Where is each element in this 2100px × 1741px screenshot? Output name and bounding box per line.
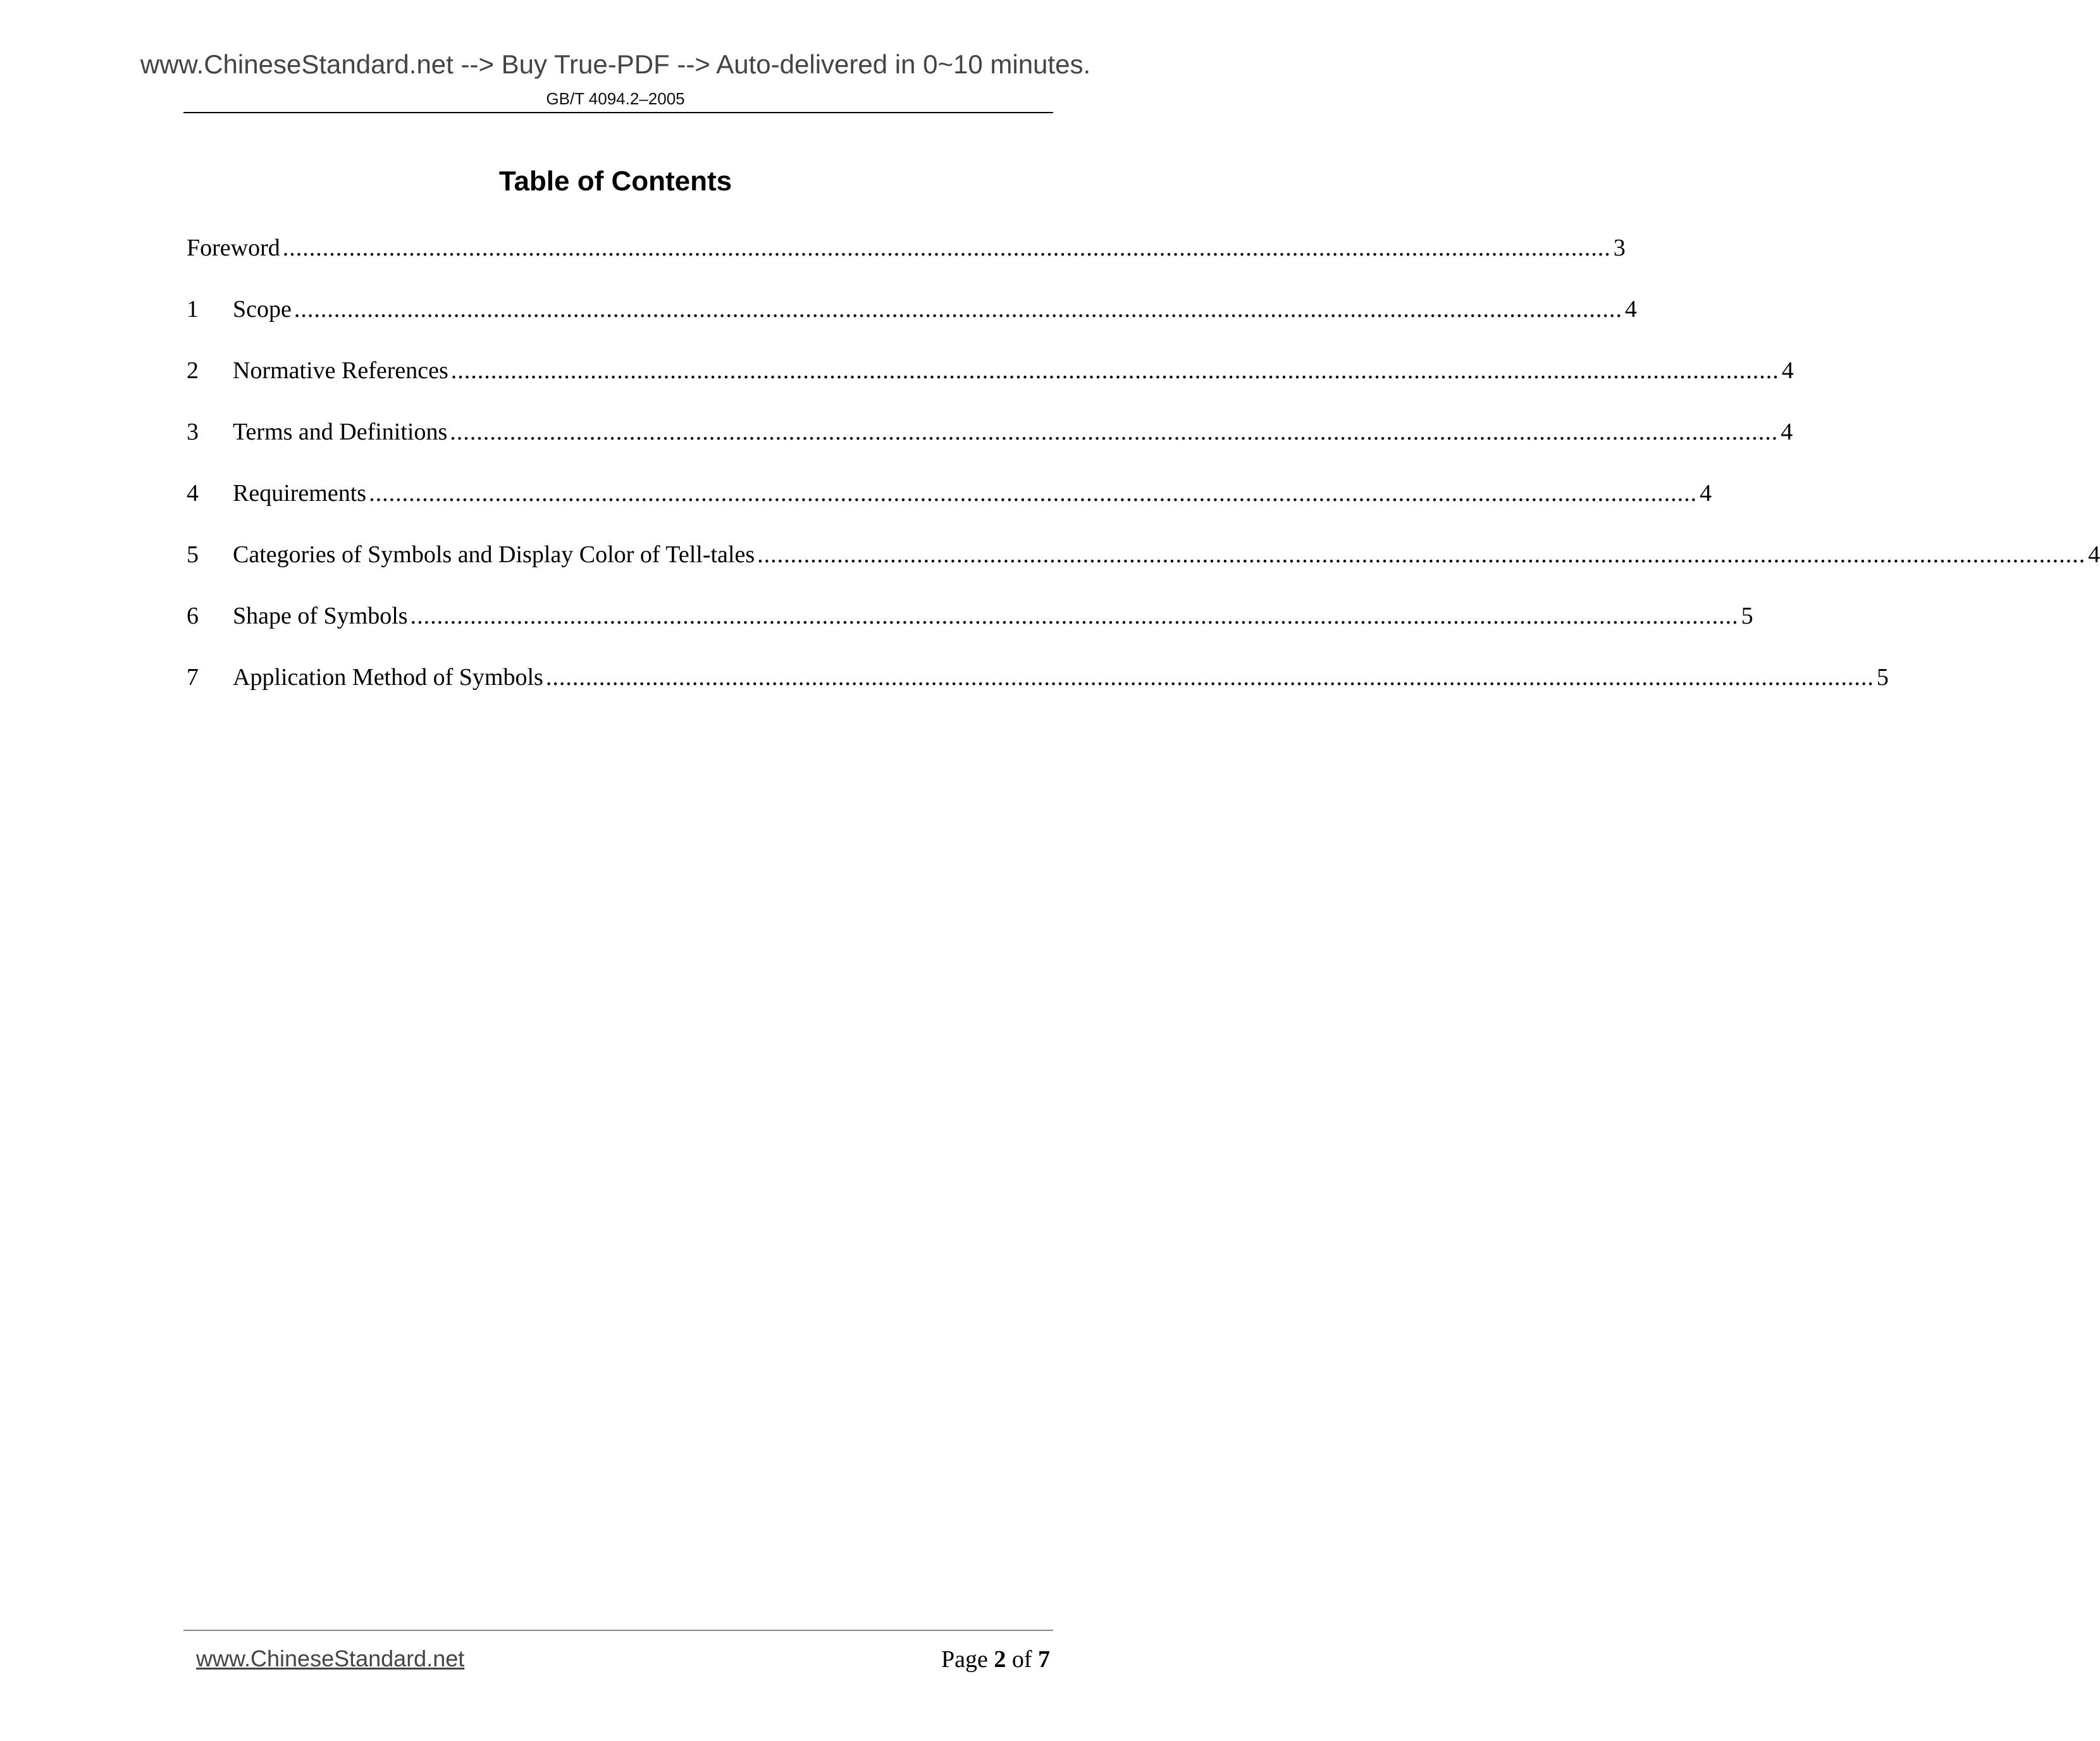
toc-leader-dots: ........................................................................................................................................................................................................ [282, 235, 1611, 261]
toc-entry-scope[interactable] [187, 295, 1637, 357]
toc-entry-text: Normative References [233, 357, 448, 384]
toc-list [187, 234, 2100, 725]
page-of: of [1011, 1646, 1032, 1673]
page-prefix: Page [941, 1646, 988, 1673]
toc-entry-number: 3 [187, 419, 199, 445]
page-total: 7 [1038, 1646, 1050, 1673]
toc-entry-shape-of-symbols[interactable] [187, 602, 1753, 663]
toc-entry-number: 4 [187, 480, 199, 507]
toc-entry-page: 3 [1613, 235, 1626, 261]
toc-entry-page: 4 [1624, 296, 1637, 323]
toc-entry-text: Shape of Symbols [233, 603, 408, 629]
toc-entry-terms-and-definitions[interactable] [187, 418, 1793, 479]
toc-entry-text: Terms and Definitions [233, 419, 448, 445]
toc-leader-dots: ........................................................................................................................................................................................................ [410, 603, 1739, 629]
toc-entry-text: Scope [233, 296, 292, 323]
toc-entry-text: Categories of Symbols and Display Color of Tell-tales [233, 541, 755, 568]
toc-leader-dots: ........................................................................................................................................................................................................ [293, 296, 1622, 323]
toc-leader-dots: ........................................................................................................................................................................................................ [450, 419, 1779, 445]
toc-leader-dots: ........................................................................................................................................................................................................ [369, 480, 1698, 507]
toc-entry-page: 4 [1700, 480, 1712, 507]
toc-entry-page: 4 [1781, 357, 1794, 384]
toc-entry-page: 4 [1781, 419, 1793, 445]
toc-entry-application-method[interactable] [187, 663, 1889, 725]
standard-code: GB/T 4094.2–2005 [546, 89, 685, 108]
toc-entry-foreword[interactable] [187, 234, 1626, 295]
toc-leader-dots: ........................................................................................................................................................................................................ [450, 357, 1779, 384]
toc-entry-page: 4 [2088, 541, 2100, 568]
toc-entry-requirements[interactable] [187, 479, 1712, 541]
toc-title: Table of Contents [498, 166, 732, 197]
toc-entry-normative-references[interactable] [187, 357, 1794, 418]
toc-entry-number: 5 [187, 541, 199, 568]
toc-leader-dots: ........................................................................................................................................................................................................ [757, 541, 2086, 568]
toc-entry-number: 7 [187, 664, 199, 691]
toc-entry-categories-of-symbols[interactable] [187, 541, 2100, 602]
footer-website-link[interactable]: www.ChineseStandard.net [196, 1646, 465, 1671]
toc-entry-text: Foreword [187, 235, 280, 261]
toc-entry-number: 2 [187, 357, 199, 384]
toc-entry-text: Application Method of Symbols [233, 664, 543, 691]
header-divider [183, 112, 1053, 113]
toc-leader-dots: ........................................................................................................................................................................................................ [545, 664, 1874, 691]
toc-entry-text: Requirements [233, 480, 367, 507]
toc-entry-number: 6 [187, 603, 199, 629]
header-banner: www.ChineseStandard.net --> Buy True-PDF --> Auto-delivered in 0~10 minutes. [140, 49, 1091, 79]
footer-page-number [941, 1646, 1050, 1673]
toc-entry-page: 5 [1741, 603, 1753, 629]
toc-entry-page: 5 [1876, 664, 1889, 691]
toc-entry-number: 1 [187, 296, 199, 323]
footer-divider [183, 1630, 1053, 1631]
page-current: 2 [994, 1646, 1006, 1673]
